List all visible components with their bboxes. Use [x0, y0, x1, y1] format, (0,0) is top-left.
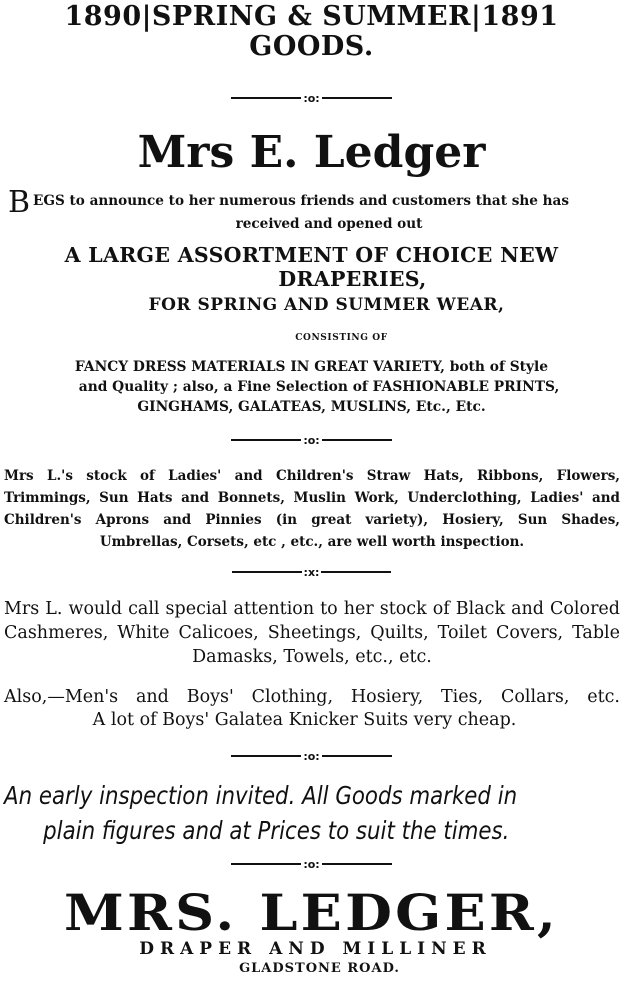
also-line-1: Also,—Men's and Boys' Clothing, Hosiery, Ties, Collars, etc.	[4, 687, 620, 707]
intro-text-continued: received and opened out	[235, 216, 423, 232]
assortment-heading: A LARGE ASSORTMENT OF CHOICE NEW	[64, 243, 559, 267]
drop-cap: B	[8, 185, 31, 220]
footer-name: MRS. LEDGER,	[63, 883, 560, 942]
stock-paragraph: Mrs L.'s stock of Ladies' and Children's Straw Hats, Ribbons, Flowers, Trimmings, Sun Hats and Bonnets, Muslin Work, Underclothing, Ladies' and Children's Aprons and Pinnies (in great variety), Hosiery, Sun Shades, Umbrellas, Corsets, etc , etc., are well worth inspection.	[4, 468, 620, 550]
inspection-line-2: plain figures and at Prices to suit the times.	[43, 816, 510, 845]
header-years: 1890|SPRING & SUMMER|1891	[64, 1, 559, 32]
season-heading: FOR SPRING AND SUMMER WEAR,	[148, 295, 505, 315]
consisting-label: CONSISTING OF	[295, 333, 388, 343]
divider-mark: :o:	[303, 749, 320, 763]
divider	[0, 748, 623, 764]
divider-mark: :x:	[303, 565, 320, 579]
intro-text: EGS to announce to her numerous friends and customers that she has	[33, 193, 569, 209]
proprietor-name: Mrs E. Ledger	[137, 127, 486, 178]
footer-trade: DRAPER AND MILLINER	[139, 939, 492, 959]
draperies-heading: DRAPERIES,	[278, 267, 427, 291]
fancy-line-3: GINGHAMS, GALATEAS, MUSLINS, Etc., Etc.	[137, 399, 486, 415]
footer-address: GLADSTONE ROAD.	[239, 961, 400, 976]
fancy-line-1: FANCY DRESS MATERIALS IN GREAT VARIETY, both of Style	[74, 359, 549, 375]
fancy-line-2: and Quality ; also, a Fine Selection of FASHIONABLE PRINTS,	[78, 379, 560, 395]
inspection-line-1: An early inspection invited. All Goods marked in	[4, 781, 518, 810]
divider	[0, 90, 623, 106]
divider	[0, 432, 623, 448]
divider	[0, 856, 623, 872]
header-goods: GOODS.	[249, 31, 374, 62]
divider-mark: :o:	[303, 433, 320, 447]
attention-paragraph: Mrs L. would call special attention to her stock of Black and Colored Cashmeres, White Calicoes, Sheetings, Quilts, Toilet Covers, Table Damasks, Towels, etc., etc.	[4, 599, 620, 667]
divider	[0, 564, 623, 580]
also-line-2: A lot of Boys' Galatea Knicker Suits very cheap.	[92, 710, 517, 730]
divider-mark: :o:	[303, 91, 320, 105]
divider-mark: :o:	[303, 857, 320, 871]
